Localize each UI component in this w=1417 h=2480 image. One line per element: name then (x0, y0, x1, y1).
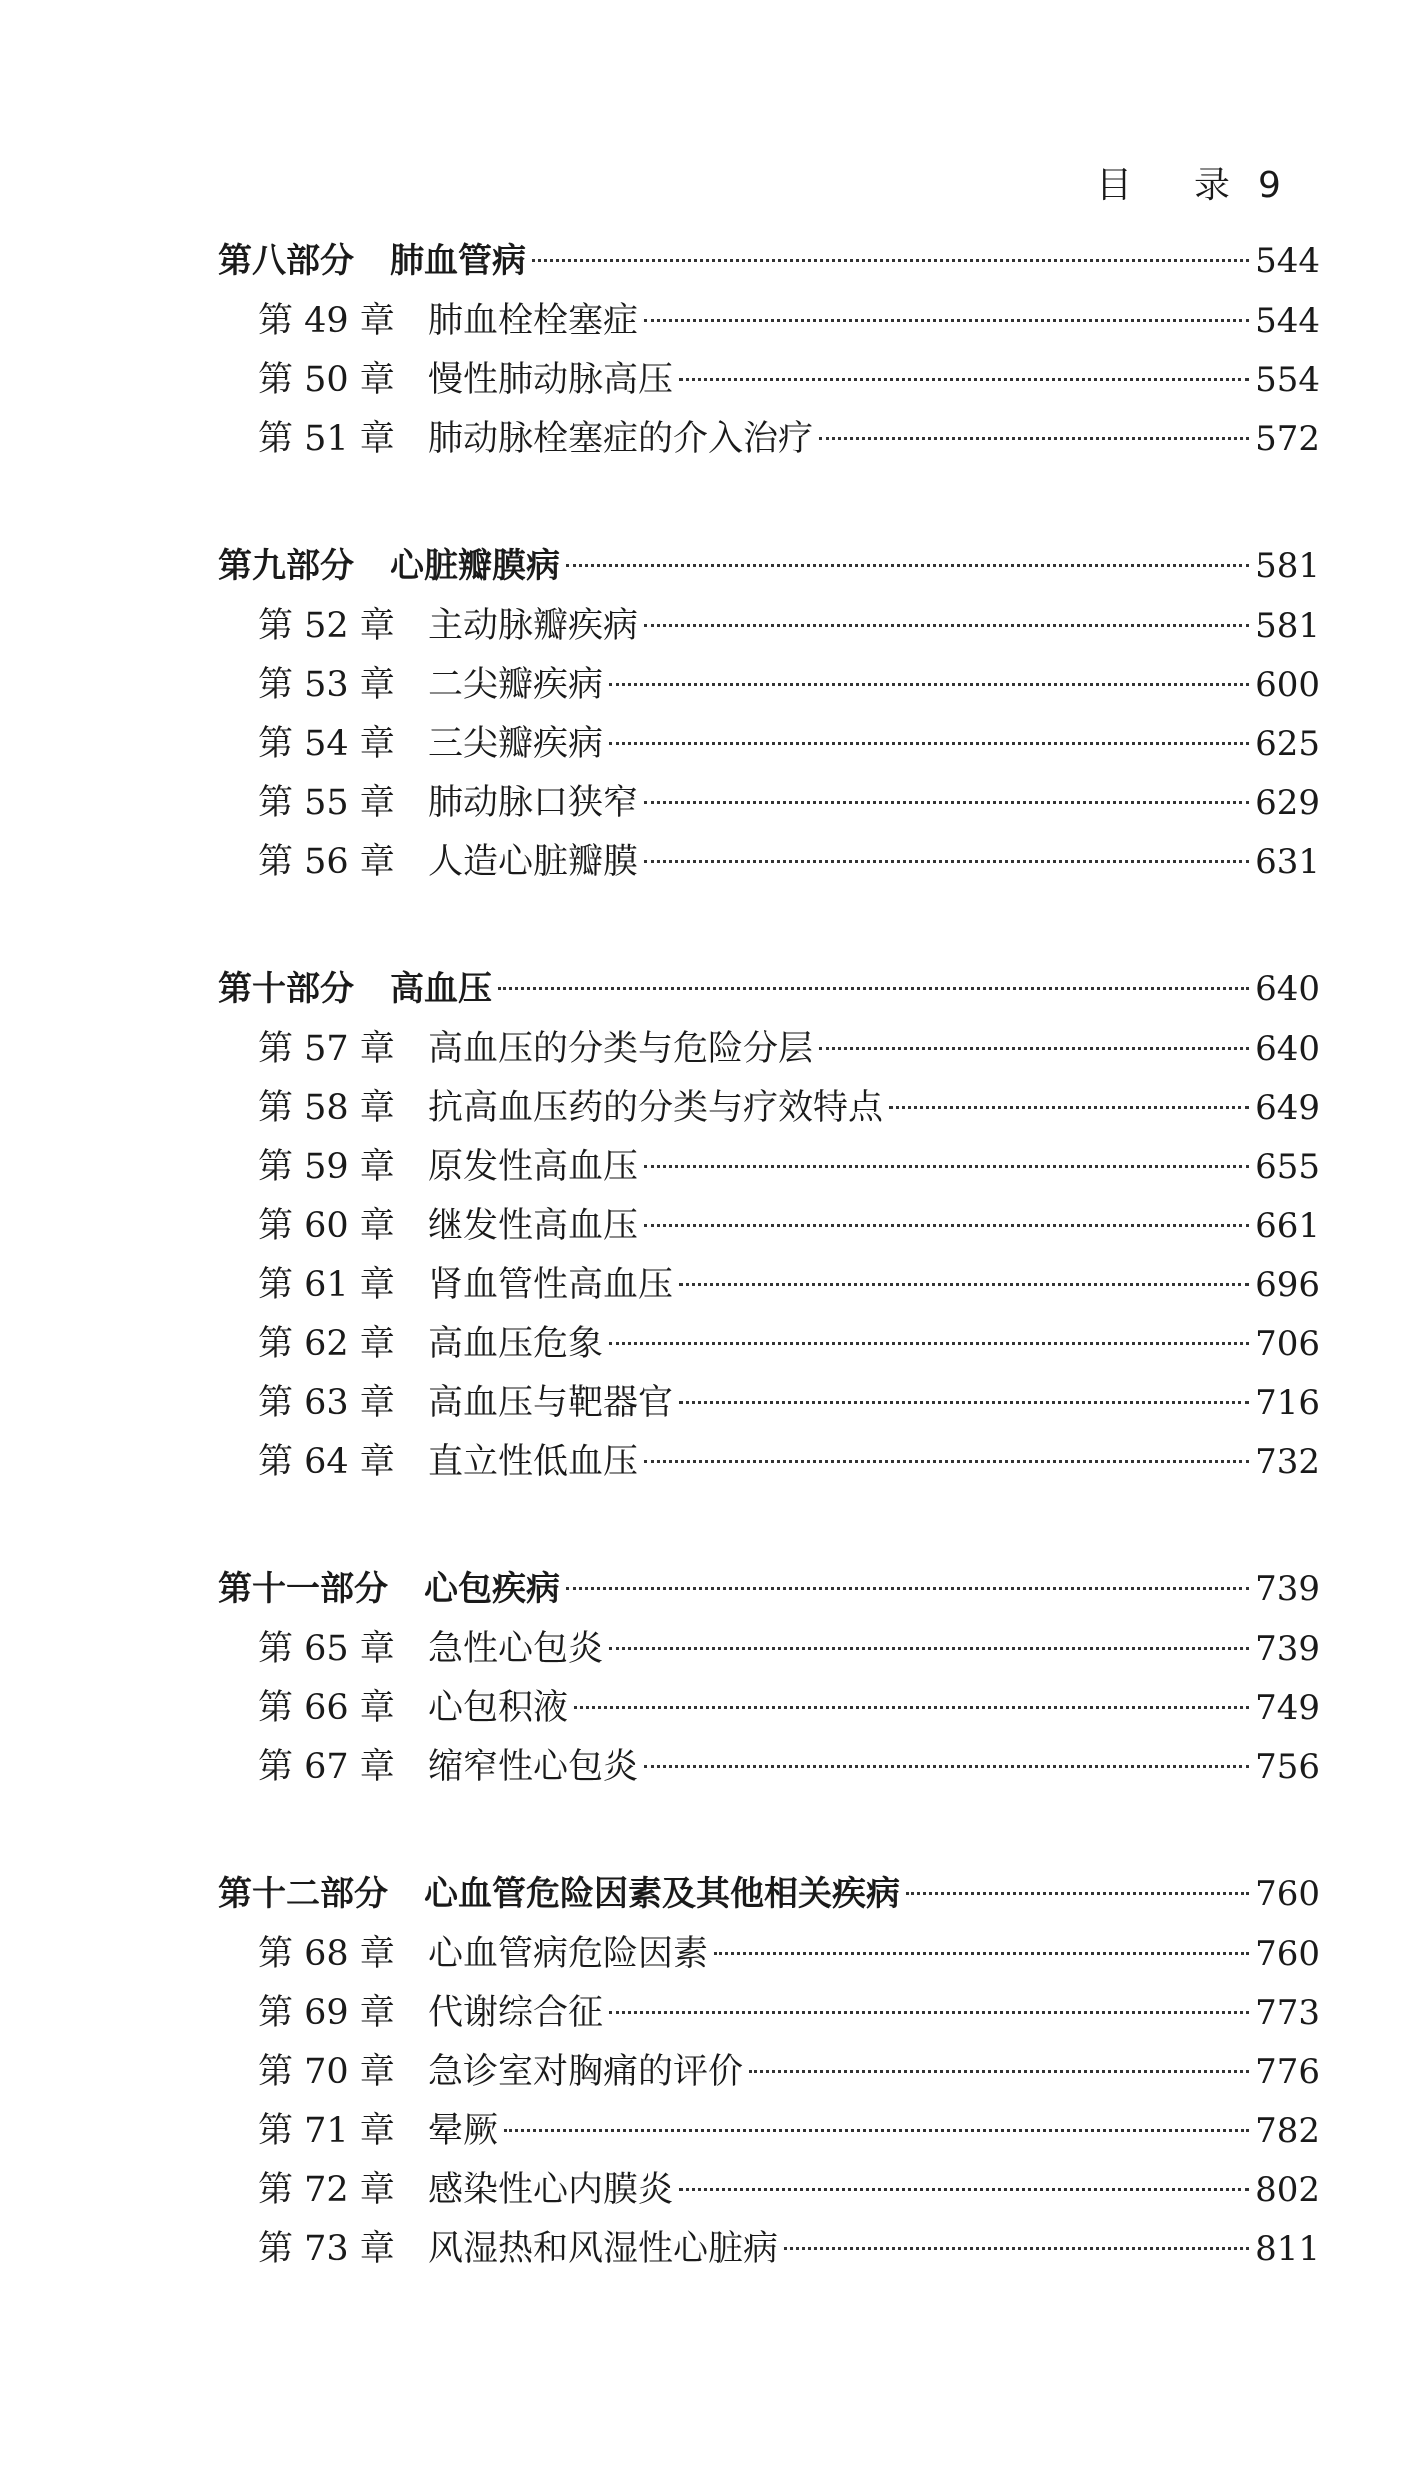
chapter-title: 肺血栓栓塞症 (428, 301, 639, 341)
toc-chapter-entry[interactable] (218, 292, 1320, 351)
chapter-page-number: 661 (1255, 1206, 1320, 1246)
part-title: 心血管危险因素及其他相关疾病 (424, 1874, 900, 1914)
toc-chapter-entry[interactable] (218, 715, 1320, 774)
chapter-title: 高血压的分类与危险分层 (428, 1029, 814, 1069)
dot-leader (609, 2011, 1249, 2014)
chapter-number: 第 54 章 (258, 724, 395, 764)
dot-leader (644, 860, 1249, 863)
chapter-page-number: 544 (1255, 301, 1320, 341)
toc-part-entry[interactable] (218, 535, 1320, 597)
chapter-page-number: 600 (1255, 665, 1320, 705)
toc-part-section (218, 230, 1320, 469)
chapter-number: 第 57 章 (258, 1029, 395, 1069)
chapter-number: 第 68 章 (258, 1934, 395, 1974)
chapter-number: 第 61 章 (258, 1265, 395, 1305)
chapter-number: 第 52 章 (258, 606, 395, 646)
dot-leader (784, 2247, 1249, 2250)
chapter-page-number: 706 (1255, 1324, 1320, 1364)
toc-chapter-entry[interactable] (218, 1315, 1320, 1374)
chapter-page-number: 732 (1255, 1442, 1320, 1482)
dot-leader (609, 742, 1249, 745)
dot-leader (644, 319, 1249, 322)
chapter-number: 第 59 章 (258, 1147, 395, 1187)
chapter-page-number: 782 (1255, 2111, 1320, 2151)
toc-chapter-entry[interactable] (218, 2102, 1320, 2161)
dot-leader (644, 1224, 1249, 1227)
chapter-number: 第 62 章 (258, 1324, 395, 1364)
dot-leader (906, 1892, 1249, 1895)
toc-chapter-entry[interactable] (218, 1256, 1320, 1315)
chapter-title: 急性心包炎 (428, 1629, 604, 1669)
chapter-title: 二尖瓣疾病 (428, 665, 604, 705)
dot-leader (889, 1106, 1249, 1109)
dot-leader (532, 259, 1249, 262)
chapter-number: 第 58 章 (258, 1088, 395, 1128)
toc-chapter-entry[interactable] (218, 410, 1320, 469)
chapter-title: 心包积液 (428, 1688, 569, 1728)
dot-leader (679, 1283, 1249, 1286)
chapter-page-number: 776 (1255, 2052, 1320, 2092)
header-title-char-1: 目 (1096, 165, 1133, 206)
toc-chapter-entry[interactable] (218, 833, 1320, 892)
chapter-title: 三尖瓣疾病 (428, 724, 604, 764)
chapter-page-number: 640 (1255, 1029, 1320, 1069)
chapter-number: 第 49 章 (258, 301, 395, 341)
toc-chapter-entry[interactable] (218, 1433, 1320, 1492)
chapter-number: 第 66 章 (258, 1688, 395, 1728)
chapter-title: 风湿热和风湿性心脏病 (428, 2229, 779, 2269)
table-of-contents (218, 230, 1320, 2345)
part-page-number: 760 (1255, 1874, 1320, 1914)
toc-chapter-entry[interactable] (218, 1197, 1320, 1256)
dot-leader (749, 2070, 1249, 2073)
chapter-number: 第 53 章 (258, 665, 395, 705)
dot-leader (644, 1165, 1249, 1168)
toc-chapter-entry[interactable] (218, 656, 1320, 715)
chapter-title: 慢性肺动脉高压 (428, 360, 674, 400)
running-header (1096, 158, 1316, 214)
chapter-page-number: 756 (1255, 1747, 1320, 1787)
part-label: 第十一部分 (218, 1569, 388, 1609)
chapter-number: 第 65 章 (258, 1629, 395, 1669)
toc-chapter-entry[interactable] (218, 1138, 1320, 1197)
chapter-number: 第 73 章 (258, 2229, 395, 2269)
chapter-title: 肺动脉口狭窄 (428, 783, 639, 823)
chapter-title: 晕厥 (428, 2111, 499, 2151)
toc-part-entry[interactable] (218, 1863, 1320, 1925)
toc-chapter-entry[interactable] (218, 1984, 1320, 2043)
chapter-number: 第 72 章 (258, 2170, 395, 2210)
toc-part-section (218, 1558, 1320, 1797)
dot-leader (714, 1952, 1249, 1955)
toc-chapter-entry[interactable] (218, 351, 1320, 410)
toc-part-section (218, 535, 1320, 892)
toc-part-entry[interactable] (218, 230, 1320, 292)
chapter-number: 第 63 章 (258, 1383, 395, 1423)
toc-chapter-entry[interactable] (218, 597, 1320, 656)
chapter-title: 原发性高血压 (428, 1147, 639, 1187)
chapter-number: 第 69 章 (258, 1993, 395, 2033)
part-label: 第九部分 (218, 546, 354, 586)
chapter-page-number: 629 (1255, 783, 1320, 823)
part-page-number: 581 (1255, 546, 1320, 586)
chapter-title: 直立性低血压 (428, 1442, 639, 1482)
dot-leader (504, 2129, 1249, 2132)
chapter-number: 第 70 章 (258, 2052, 395, 2092)
chapter-title: 缩窄性心包炎 (428, 1747, 639, 1787)
chapter-page-number: 802 (1255, 2170, 1320, 2210)
dot-leader (819, 1047, 1249, 1050)
dot-leader (498, 987, 1249, 990)
chapter-title: 继发性高血压 (428, 1206, 639, 1246)
chapter-number: 第 67 章 (258, 1747, 395, 1787)
toc-chapter-entry[interactable] (218, 1079, 1320, 1138)
toc-part-section (218, 1863, 1320, 2279)
chapter-number: 第 50 章 (258, 360, 395, 400)
toc-chapter-entry[interactable] (218, 1374, 1320, 1433)
toc-chapter-entry[interactable] (218, 2161, 1320, 2220)
part-label: 第十二部分 (218, 1874, 388, 1914)
dot-leader (644, 1765, 1249, 1768)
dot-leader (644, 1460, 1249, 1463)
part-page-number: 640 (1255, 969, 1320, 1009)
part-page-number: 544 (1255, 241, 1320, 281)
chapter-title: 心血管病危险因素 (428, 1934, 709, 1974)
chapter-page-number: 572 (1255, 419, 1320, 459)
part-page-number: 739 (1255, 1569, 1320, 1609)
chapter-number: 第 64 章 (258, 1442, 395, 1482)
chapter-title: 代谢综合征 (428, 1993, 604, 2033)
part-title: 心脏瓣膜病 (390, 546, 560, 586)
part-title: 高血压 (390, 969, 492, 1009)
chapter-number: 第 60 章 (258, 1206, 395, 1246)
chapter-page-number: 760 (1255, 1934, 1320, 1974)
dot-leader (644, 624, 1249, 627)
dot-leader (609, 1647, 1249, 1650)
toc-part-section (218, 958, 1320, 1492)
chapter-title: 感染性心内膜炎 (428, 2170, 674, 2210)
part-title: 心包疾病 (424, 1569, 560, 1609)
toc-chapter-entry[interactable] (218, 1679, 1320, 1738)
chapter-page-number: 625 (1255, 724, 1320, 764)
chapter-page-number: 739 (1255, 1629, 1320, 1669)
dot-leader (609, 683, 1249, 686)
chapter-page-number: 749 (1255, 1688, 1320, 1728)
chapter-page-number: 631 (1255, 842, 1320, 882)
chapter-title: 抗高血压药的分类与疗效特点 (428, 1088, 884, 1128)
dot-leader (566, 564, 1249, 567)
chapter-title: 高血压与靶器官 (428, 1383, 674, 1423)
chapter-page-number: 581 (1255, 606, 1320, 646)
part-title: 肺血管病 (390, 241, 526, 281)
chapter-number: 第 56 章 (258, 842, 395, 882)
toc-part-entry[interactable] (218, 958, 1320, 1020)
toc-chapter-entry[interactable] (218, 1738, 1320, 1797)
dot-leader (609, 1342, 1249, 1345)
dot-leader (679, 2188, 1249, 2191)
chapter-title: 急诊室对胸痛的评价 (428, 2052, 744, 2092)
chapter-page-number: 811 (1255, 2229, 1320, 2269)
toc-part-entry[interactable] (218, 1558, 1320, 1620)
header-title-char-2: 录 (1194, 165, 1231, 206)
dot-leader (819, 437, 1249, 440)
chapter-page-number: 655 (1255, 1147, 1320, 1187)
chapter-title: 人造心脏瓣膜 (428, 842, 639, 882)
chapter-number: 第 71 章 (258, 2111, 395, 2151)
chapter-number: 第 51 章 (258, 419, 395, 459)
header-page-number: 9 (1258, 165, 1281, 206)
toc-chapter-entry[interactable] (218, 774, 1320, 833)
chapter-page-number: 649 (1255, 1088, 1320, 1128)
chapter-title: 主动脉瓣疾病 (428, 606, 639, 646)
toc-chapter-entry[interactable] (218, 2220, 1320, 2279)
toc-chapter-entry[interactable] (218, 1620, 1320, 1679)
toc-chapter-entry[interactable] (218, 2043, 1320, 2102)
dot-leader (679, 378, 1249, 381)
dot-leader (574, 1706, 1249, 1709)
chapter-title: 肺动脉栓塞症的介入治疗 (428, 419, 814, 459)
chapter-title: 高血压危象 (428, 1324, 604, 1364)
chapter-number: 第 55 章 (258, 783, 395, 823)
part-label: 第八部分 (218, 241, 354, 281)
chapter-page-number: 716 (1255, 1383, 1320, 1423)
part-label: 第十部分 (218, 969, 354, 1009)
toc-chapter-entry[interactable] (218, 1925, 1320, 1984)
chapter-page-number: 554 (1255, 360, 1320, 400)
dot-leader (679, 1401, 1249, 1404)
chapter-page-number: 773 (1255, 1993, 1320, 2033)
chapter-title: 肾血管性高血压 (428, 1265, 674, 1305)
dot-leader (644, 801, 1249, 804)
chapter-page-number: 696 (1255, 1265, 1320, 1305)
dot-leader (566, 1587, 1249, 1590)
toc-chapter-entry[interactable] (218, 1020, 1320, 1079)
